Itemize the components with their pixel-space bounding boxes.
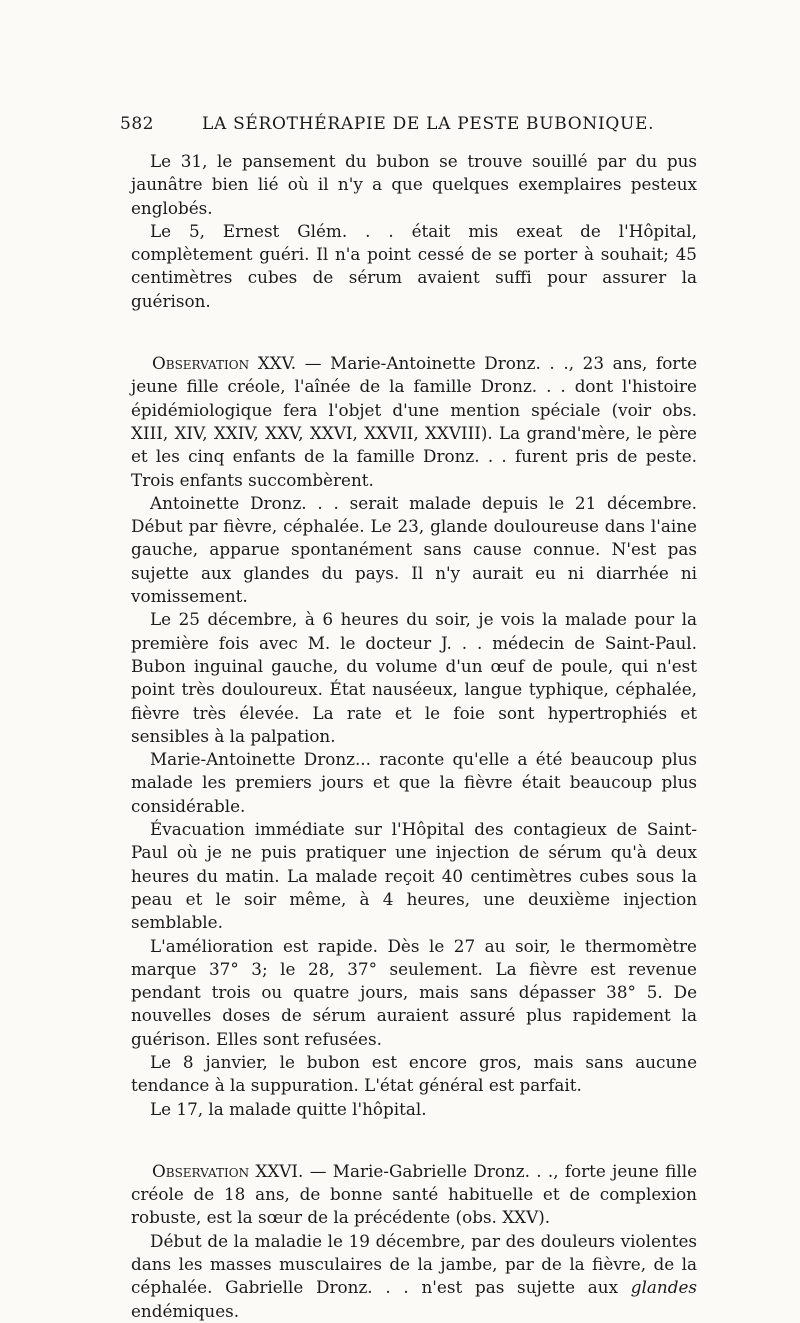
paragraph-text: endémiques. [131, 1300, 240, 1321]
paragraph: Antoinette Dronz. . . serait malade depuis le 21 décembre. Début par fièvre, céphalée. Le 23, glande douloureuse dans l'aine gauche, apparue spontanément sans cause connue. N'est pas sujette aux glandes du pays. Il n'y aurait eu ni diarrhée ni vomissement. [131, 492, 697, 607]
observation-26-text: — Marie-Gabrielle Dronz. . ., forte jeune fille créole de 18 ans, de bonne santé habituelle et de complexion robuste, est la sœur de la précédente (obs. XXV). [131, 1160, 697, 1228]
observation-26-paragraph [131, 1160, 697, 1230]
observation-26-label: Observation XXVI. [152, 1160, 304, 1181]
page-header [120, 114, 695, 140]
paragraph-text: Début de la maladie le 19 décembre, par des douleurs violentes dans les masses musculaires de la jambe, par de la fièvre, de la céphalée. Gabrielle Dronz. . . n'est pas sujette aux [131, 1230, 697, 1298]
paragraph: Marie-Antoinette Dronz... raconte qu'elle a été beaucoup plus malade les premiers jours et que la fièvre était beaucoup plus considérable. [131, 749, 697, 816]
paragraph: Le 31, le pansement du bubon se trouve souillé par du pus jaunâtre bien lié où il n'y a que quelques exemplaires pesteux englobés. [131, 151, 697, 218]
observation-25-text: — Marie-Antoinette Dronz. . ., 23 ans, forte jeune fille créole, l'aînée de la famille Dronz. . . dont l'histoire épidémiologique fera l'objet d'une mention spéciale (voir obs. XIII, XIV, XXIV, XXV, XXVI, XXVII, XXVIII). La grand'mère, le père et les cinq enfants de la famille Dronz. . . furent pris de peste. Trois enfants succombèrent. [131, 353, 697, 490]
page-body [131, 150, 697, 1323]
observation-25-label: Observation XXV. [152, 353, 297, 374]
paragraph: Le 5, Ernest Glém. . . était mis exeat de l'Hôpital, complètement guéri. Il n'a point cessé de se porter à souhait; 45 centimètres cubes de sérum avaient suffi pour assurer la guérison. [131, 220, 697, 311]
section-gap [131, 313, 697, 352]
section-gap [131, 1121, 697, 1160]
paragraph [131, 1230, 697, 1323]
paragraph: Le 8 janvier, le bubon est encore gros, mais sans aucune tendance à la suppuration. L'état général est parfait. [131, 1051, 697, 1096]
italic-word: glandes [630, 1277, 697, 1298]
paragraph: L'amélioration est rapide. Dès le 27 au soir, le thermomètre marque 37° 3; le 28, 37° seulement. La fièvre est revenue pendant trois ou quatre jours, mais sans dépasser 38° 5. De nouvelles doses de sérum auraient assuré plus rapidement la guérison. Elles sont refusées. [131, 935, 697, 1049]
paragraph: Le 25 décembre, à 6 heures du soir, je vois la malade pour la première fois avec M. le docteur J. . . médecin de Saint-Paul. Bubon inguinal gauche, du volume d'un œuf de poule, qui n'est point très douloureux. État nauséeux, langue typhique, céphalée, fièvre très élevée. La rate et le foie sont hypertrophiés et sensibles à la palpation. [131, 609, 697, 746]
observation-25-paragraph [131, 352, 697, 492]
page-number: 582 [120, 114, 154, 134]
paragraph: Évacuation immédiate sur l'Hôpital des contagieux de Saint-Paul où je ne puis pratiquer une injection de sérum qu'à deux heures du matin. La malade reçoit 40 centimètres cubes sous la peau et le soir même, à 4 heures, une deuxième injection semblable. [131, 819, 697, 933]
paragraph: Le 17, la malade quitte l'hôpital. [150, 1098, 427, 1119]
running-title: LA SÉROTHÉRAPIE DE LA PESTE BUBONIQUE. [202, 114, 655, 134]
